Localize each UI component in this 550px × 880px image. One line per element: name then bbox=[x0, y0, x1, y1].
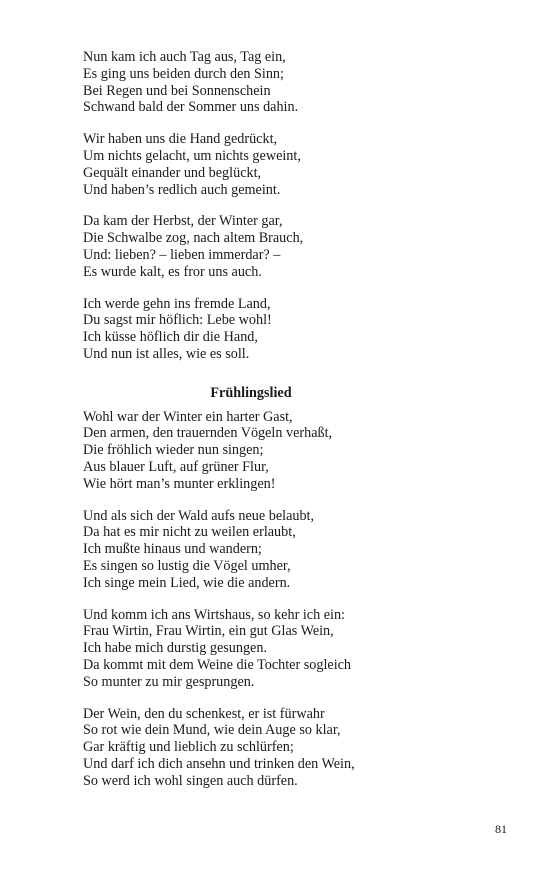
verse-line: Ich mußte hinaus und wandern; bbox=[83, 541, 262, 558]
verse-line: So munter zu mir gesprungen. bbox=[83, 673, 255, 690]
page-number: 81 bbox=[495, 822, 507, 836]
stanza bbox=[83, 409, 483, 493]
verse-line: Wir haben uns die Hand gedrückt, bbox=[83, 131, 278, 148]
verse-line: Da kommt mit dem Weine die Tochter sogleich bbox=[83, 656, 352, 673]
verse-line: Und haben’s redlich auch gemeint. bbox=[83, 181, 281, 198]
verse-line: Nun kam ich auch Tag aus, Tag ein, bbox=[83, 49, 286, 65]
verse-line: Es singen so lustig die Vögel umher, bbox=[83, 557, 291, 574]
verse-line: Es wurde kalt, es fror uns auch. bbox=[83, 263, 262, 280]
verse-line: Und komm ich ans Wirtshaus, so kehr ich ein: bbox=[83, 606, 345, 623]
poem-2 bbox=[83, 385, 483, 790]
stanza bbox=[83, 607, 483, 691]
verse-line: Wohl war der Winter ein harter Gast, bbox=[83, 408, 293, 425]
verse-line: Schwand bald der Sommer uns dahin. bbox=[83, 99, 299, 116]
stanza bbox=[83, 296, 483, 363]
verse-line: Die Schwalbe zog, nach altem Brauch, bbox=[83, 230, 304, 247]
poem-title: Frühlingslied bbox=[210, 384, 292, 401]
verse-line: Aus blauer Luft, auf grüner Flur, bbox=[83, 458, 269, 475]
verse-line: Du sagst mir höflich: Lebe wohl! bbox=[83, 312, 272, 329]
verse-line: Die fröhlich wieder nun singen; bbox=[83, 442, 264, 459]
verse-line: Und als sich der Wald aufs neue belaubt, bbox=[83, 507, 315, 524]
verse-line: So werd ich wohl singen auch dürfen. bbox=[83, 772, 298, 789]
page-body bbox=[83, 49, 483, 804]
stanza bbox=[83, 213, 483, 280]
verse-line: Frau Wirtin, Frau Wirtin, ein gut Glas Wein, bbox=[83, 623, 334, 640]
verse-line: So rot wie dein Mund, wie dein Auge so klar, bbox=[83, 722, 341, 739]
verse-line: Da kam der Herbst, der Winter gar, bbox=[83, 213, 283, 230]
verse-line: Der Wein, den du schenkest, er ist fürwahr bbox=[83, 705, 325, 722]
verse-line: Gequält einander und beglückt, bbox=[83, 164, 262, 181]
verse-line: Und darf ich dich ansehn und trinken den Wein, bbox=[83, 755, 355, 772]
verse-line: Ich singe mein Lied, wie die andern. bbox=[83, 574, 291, 591]
verse-line: Es ging uns beiden durch den Sinn; bbox=[83, 65, 284, 82]
verse-line: Den armen, den trauernden Vögeln verhaßt, bbox=[83, 425, 333, 442]
verse-line: Wie hört man’s munter erklingen! bbox=[83, 475, 276, 492]
verse-line: Und: lieben? – lieben immerdar? – bbox=[83, 246, 281, 263]
verse-line: Da hat es mir nicht zu weilen erlaubt, bbox=[83, 524, 296, 541]
verse-line: Ich küsse höflich dir die Hand, bbox=[83, 329, 258, 346]
verse-line: Und nun ist alles, wie es soll. bbox=[83, 345, 250, 362]
stanza bbox=[83, 49, 483, 116]
poem-1 bbox=[83, 49, 483, 363]
stanza bbox=[83, 508, 483, 592]
verse-line: Um nichts gelacht, um nichts geweint, bbox=[83, 147, 301, 164]
stanza bbox=[83, 706, 483, 790]
verse-line: Bei Regen und bei Sonnenschein bbox=[83, 82, 271, 99]
verse-line: Ich habe mich durstig gesungen. bbox=[83, 640, 267, 657]
verse-line: Gar kräftig und lieblich zu schlürfen; bbox=[83, 739, 294, 756]
verse-line: Ich werde gehn ins fremde Land, bbox=[83, 295, 271, 312]
stanza bbox=[83, 131, 483, 198]
